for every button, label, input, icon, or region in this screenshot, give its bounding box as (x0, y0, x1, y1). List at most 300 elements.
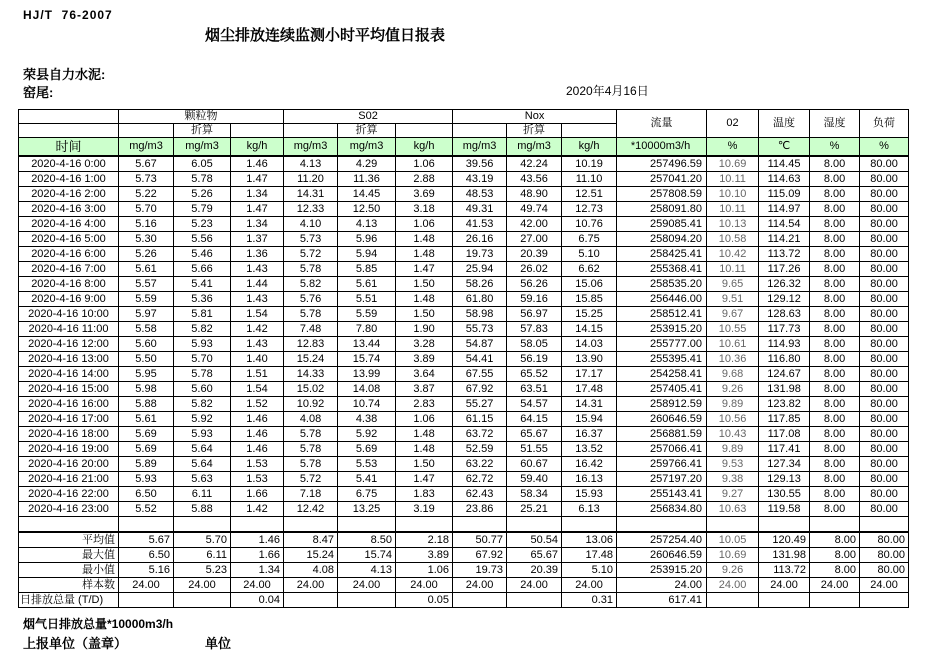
summary-value-cell: 24.00 (453, 578, 507, 593)
time-cell: 2020-4-16 14:00 (19, 367, 119, 382)
value-cell: 1.48 (396, 427, 453, 442)
summary-value-cell (759, 593, 810, 608)
time-cell: 2020-4-16 5:00 (19, 232, 119, 247)
summary-value-cell: 80.00 (860, 563, 909, 578)
value-cell: 80.00 (860, 247, 909, 262)
value-cell: 1.46 (231, 412, 284, 427)
summary-label-cell: 最大值 (19, 548, 119, 563)
value-cell: 9.68 (707, 367, 759, 382)
spacer-cell (19, 517, 119, 533)
value-cell: 117.85 (759, 412, 810, 427)
unit-cell: mg/m3 (453, 138, 507, 157)
value-cell: 126.32 (759, 277, 810, 292)
value-cell: 6.50 (119, 487, 174, 502)
value-cell: 1.06 (396, 156, 453, 172)
value-cell: 55.27 (453, 397, 507, 412)
value-cell: 3.89 (396, 352, 453, 367)
value-cell: 1.43 (231, 292, 284, 307)
value-cell: 48.90 (507, 187, 562, 202)
value-cell: 5.81 (174, 307, 231, 322)
value-cell: 114.45 (759, 156, 810, 172)
value-cell: 80.00 (860, 412, 909, 427)
value-cell: 9.27 (707, 487, 759, 502)
value-cell: 8.00 (810, 217, 860, 232)
summary-value-cell: 24.00 (119, 578, 174, 593)
value-cell: 3.19 (396, 502, 453, 517)
summary-value-cell (119, 593, 174, 608)
value-cell: 9.89 (707, 442, 759, 457)
time-cell: 2020-4-16 21:00 (19, 472, 119, 487)
summary-value-cell: 10.69 (707, 548, 759, 563)
value-cell: 15.93 (562, 487, 617, 502)
spacer-cell (119, 124, 174, 138)
value-cell: 80.00 (860, 156, 909, 172)
group-so2: S02 (284, 110, 453, 124)
value-cell: 8.00 (810, 487, 860, 502)
value-cell: 5.72 (284, 472, 338, 487)
value-cell: 80.00 (860, 397, 909, 412)
converted-label-pm: 折算 (174, 124, 231, 138)
spacer-cell (174, 517, 231, 533)
spacer-cell (396, 124, 453, 138)
table-row (19, 442, 909, 457)
summary-value-cell: 5.70 (174, 532, 231, 548)
value-cell: 5.52 (119, 502, 174, 517)
summary-value-cell (284, 593, 338, 608)
value-cell: 257496.59 (617, 156, 707, 172)
value-cell: 5.46 (174, 247, 231, 262)
value-cell: 80.00 (860, 307, 909, 322)
value-cell: 60.67 (507, 457, 562, 472)
value-cell: 5.88 (119, 397, 174, 412)
value-cell: 117.41 (759, 442, 810, 457)
value-cell: 12.51 (562, 187, 617, 202)
value-cell: 1.48 (396, 442, 453, 457)
value-cell: 80.00 (860, 277, 909, 292)
spacer-cell (759, 517, 810, 533)
value-cell: 1.46 (231, 427, 284, 442)
value-cell: 15.24 (284, 352, 338, 367)
value-cell: 25.21 (507, 502, 562, 517)
value-cell: 1.48 (396, 292, 453, 307)
value-cell: 80.00 (860, 472, 909, 487)
value-cell: 7.48 (284, 322, 338, 337)
time-cell: 2020-4-16 22:00 (19, 487, 119, 502)
value-cell: 10.61 (707, 337, 759, 352)
value-cell: 14.45 (338, 187, 396, 202)
value-cell: 130.55 (759, 487, 810, 502)
value-cell: 80.00 (860, 382, 909, 397)
value-cell: 5.51 (338, 292, 396, 307)
value-cell: 116.80 (759, 352, 810, 367)
value-cell: 5.92 (338, 427, 396, 442)
value-cell: 10.92 (284, 397, 338, 412)
summary-value-cell: 67.92 (453, 548, 507, 563)
value-cell: 5.61 (338, 277, 396, 292)
table-row (19, 217, 909, 232)
value-cell: 6.11 (174, 487, 231, 502)
value-cell: 56.26 (507, 277, 562, 292)
value-cell: 1.43 (231, 337, 284, 352)
reporting-unit-label: 上报单位（盖章） (23, 636, 128, 651)
value-cell: 8.00 (810, 397, 860, 412)
value-cell: 5.22 (119, 187, 174, 202)
value-cell: 61.15 (453, 412, 507, 427)
value-cell: 59.16 (507, 292, 562, 307)
value-cell: 1.83 (396, 487, 453, 502)
value-cell: 56.97 (507, 307, 562, 322)
value-cell: 12.73 (562, 202, 617, 217)
value-cell: 17.17 (562, 367, 617, 382)
value-cell: 5.82 (284, 277, 338, 292)
value-cell: 54.87 (453, 337, 507, 352)
value-cell: 10.13 (707, 217, 759, 232)
value-cell: 129.13 (759, 472, 810, 487)
summary-value-cell: 8.00 (810, 532, 860, 548)
unit-cell: mg/m3 (119, 138, 174, 157)
value-cell: 15.25 (562, 307, 617, 322)
value-cell: 258091.80 (617, 202, 707, 217)
summary-value-cell (810, 593, 860, 608)
summary-value-cell: 257254.40 (617, 532, 707, 548)
summary-label-cell: 样本数 (19, 578, 119, 593)
value-cell: 5.60 (174, 382, 231, 397)
value-cell: 6.75 (562, 232, 617, 247)
summary-value-cell: 65.67 (507, 548, 562, 563)
value-cell: 65.67 (507, 427, 562, 442)
table-row (19, 262, 909, 277)
value-cell: 80.00 (860, 457, 909, 472)
summary-row (19, 563, 909, 578)
value-cell: 8.00 (810, 232, 860, 247)
summary-value-cell: 260646.59 (617, 548, 707, 563)
value-cell: 1.47 (396, 472, 453, 487)
value-cell: 1.40 (231, 352, 284, 367)
value-cell: 80.00 (860, 172, 909, 187)
unit-cell: mg/m3 (338, 138, 396, 157)
summary-value-cell: 5.16 (119, 563, 174, 578)
summary-value-cell: 15.74 (338, 548, 396, 563)
unit-cell: mg/m3 (507, 138, 562, 157)
value-cell: 12.33 (284, 202, 338, 217)
value-cell: 124.67 (759, 367, 810, 382)
summary-value-cell: 80.00 (860, 548, 909, 563)
value-cell: 41.53 (453, 217, 507, 232)
value-cell: 9.51 (707, 292, 759, 307)
time-cell: 2020-4-16 16:00 (19, 397, 119, 412)
spacer-cell (707, 517, 759, 533)
spacer-cell (119, 517, 174, 533)
value-cell: 5.78 (284, 262, 338, 277)
time-cell: 2020-4-16 17:00 (19, 412, 119, 427)
value-cell: 16.37 (562, 427, 617, 442)
summary-value-cell: 24.00 (284, 578, 338, 593)
value-cell: 259085.41 (617, 217, 707, 232)
daily-total-row (19, 593, 909, 608)
value-cell: 16.42 (562, 457, 617, 472)
value-cell: 5.82 (174, 397, 231, 412)
converted-label-so2: 折算 (338, 124, 396, 138)
value-cell: 1.54 (231, 382, 284, 397)
value-cell: 13.90 (562, 352, 617, 367)
value-cell: 8.00 (810, 202, 860, 217)
value-cell: 1.53 (231, 472, 284, 487)
value-cell: 52.59 (453, 442, 507, 457)
value-cell: 5.78 (174, 172, 231, 187)
value-cell: 114.21 (759, 232, 810, 247)
summary-value-cell: 24.00 (617, 578, 707, 593)
value-cell: 80.00 (860, 427, 909, 442)
value-cell: 255777.00 (617, 337, 707, 352)
value-cell: 7.80 (338, 322, 396, 337)
value-cell: 80.00 (860, 187, 909, 202)
value-cell: 58.98 (453, 307, 507, 322)
value-cell: 54.41 (453, 352, 507, 367)
summary-value-cell: 20.39 (507, 563, 562, 578)
value-cell: 5.73 (284, 232, 338, 247)
value-cell: 1.06 (396, 217, 453, 232)
table-row (19, 187, 909, 202)
summary-value-cell: 1.06 (396, 563, 453, 578)
value-cell: 3.28 (396, 337, 453, 352)
value-cell: 49.31 (453, 202, 507, 217)
table-row (19, 502, 909, 517)
value-cell: 256446.00 (617, 292, 707, 307)
spacer-cell (810, 517, 860, 533)
summary-value-cell: 24.00 (810, 578, 860, 593)
value-cell: 8.00 (810, 367, 860, 382)
value-cell: 1.50 (396, 277, 453, 292)
value-cell: 58.05 (507, 337, 562, 352)
summary-label-cell: 平均值 (19, 532, 119, 548)
value-cell: 258912.59 (617, 397, 707, 412)
time-cell: 2020-4-16 2:00 (19, 187, 119, 202)
value-cell: 1.48 (396, 232, 453, 247)
value-cell: 8.00 (810, 427, 860, 442)
value-cell: 114.54 (759, 217, 810, 232)
spacer-cell (562, 517, 617, 533)
value-cell: 8.00 (810, 307, 860, 322)
value-cell: 6.62 (562, 262, 617, 277)
summary-value-cell: 0.04 (231, 593, 284, 608)
value-cell: 5.98 (119, 382, 174, 397)
summary-value-cell: 13.06 (562, 532, 617, 548)
value-cell: 80.00 (860, 367, 909, 382)
spacer-cell (231, 124, 284, 138)
time-cell: 2020-4-16 19:00 (19, 442, 119, 457)
value-cell: 55.73 (453, 322, 507, 337)
value-cell: 10.43 (707, 427, 759, 442)
value-cell: 1.06 (396, 412, 453, 427)
value-cell: 5.78 (284, 442, 338, 457)
value-cell: 1.47 (396, 262, 453, 277)
time-cell: 2020-4-16 23:00 (19, 502, 119, 517)
value-cell: 67.55 (453, 367, 507, 382)
value-cell: 1.44 (231, 277, 284, 292)
spacer-cell (860, 517, 909, 533)
summary-value-cell: 19.73 (453, 563, 507, 578)
time-cell: 2020-4-16 20:00 (19, 457, 119, 472)
summary-value-cell: 50.77 (453, 532, 507, 548)
value-cell: 5.85 (338, 262, 396, 277)
value-cell: 8.00 (810, 247, 860, 262)
value-cell: 67.92 (453, 382, 507, 397)
value-cell: 23.86 (453, 502, 507, 517)
value-cell: 9.26 (707, 382, 759, 397)
value-cell: 5.64 (174, 457, 231, 472)
value-cell: 8.00 (810, 172, 860, 187)
value-cell: 5.64 (174, 442, 231, 457)
value-cell: 9.89 (707, 397, 759, 412)
value-cell: 5.69 (119, 442, 174, 457)
value-cell: 42.24 (507, 156, 562, 172)
value-cell: 1.66 (231, 487, 284, 502)
value-cell: 5.69 (119, 427, 174, 442)
value-cell: 80.00 (860, 262, 909, 277)
value-cell: 80.00 (860, 352, 909, 367)
value-cell: 4.29 (338, 156, 396, 172)
table-row (19, 307, 909, 322)
value-cell: 13.25 (338, 502, 396, 517)
value-cell: 54.57 (507, 397, 562, 412)
value-cell: 6.13 (562, 502, 617, 517)
value-cell: 6.75 (338, 487, 396, 502)
summary-value-cell: 4.08 (284, 563, 338, 578)
unit-cell: % (860, 138, 909, 157)
value-cell: 5.23 (174, 217, 231, 232)
summary-value-cell: 24.00 (707, 578, 759, 593)
summary-value-cell: 5.23 (174, 563, 231, 578)
value-cell: 10.74 (338, 397, 396, 412)
value-cell: 43.56 (507, 172, 562, 187)
time-cell: 2020-4-16 0:00 (19, 156, 119, 172)
table-row (19, 156, 909, 172)
value-cell: 80.00 (860, 322, 909, 337)
value-cell: 4.10 (284, 217, 338, 232)
value-cell: 1.54 (231, 307, 284, 322)
value-cell: 15.94 (562, 412, 617, 427)
value-cell: 1.52 (231, 397, 284, 412)
value-cell: 114.63 (759, 172, 810, 187)
value-cell: 4.38 (338, 412, 396, 427)
value-cell: 258535.20 (617, 277, 707, 292)
summary-value-cell: 1.66 (231, 548, 284, 563)
value-cell: 58.26 (453, 277, 507, 292)
value-cell: 1.47 (231, 172, 284, 187)
group-nox: Nox (453, 110, 617, 124)
value-cell: 13.99 (338, 367, 396, 382)
value-cell: 15.06 (562, 277, 617, 292)
value-cell: 5.78 (284, 427, 338, 442)
value-cell: 8.00 (810, 322, 860, 337)
value-cell: 1.34 (231, 187, 284, 202)
value-cell: 258425.41 (617, 247, 707, 262)
time-cell: 2020-4-16 6:00 (19, 247, 119, 262)
value-cell: 10.10 (707, 187, 759, 202)
value-cell: 10.36 (707, 352, 759, 367)
value-cell: 4.08 (284, 412, 338, 427)
time-header-spacer (19, 110, 119, 124)
value-cell: 117.08 (759, 427, 810, 442)
value-cell: 8.00 (810, 442, 860, 457)
value-cell: 9.53 (707, 457, 759, 472)
spacer-cell (453, 124, 507, 138)
value-cell: 8.00 (810, 337, 860, 352)
value-cell: 257405.41 (617, 382, 707, 397)
time-cell: 2020-4-16 9:00 (19, 292, 119, 307)
value-cell: 128.63 (759, 307, 810, 322)
unit-cell: % (810, 138, 860, 157)
value-cell: 5.66 (174, 262, 231, 277)
value-cell: 1.36 (231, 247, 284, 262)
summary-value-cell: 1.34 (231, 563, 284, 578)
table-row (19, 472, 909, 487)
value-cell: 19.73 (453, 247, 507, 262)
value-cell: 10.69 (707, 156, 759, 172)
value-cell: 113.72 (759, 247, 810, 262)
value-cell: 13.44 (338, 337, 396, 352)
value-cell: 5.96 (338, 232, 396, 247)
value-cell: 258512.41 (617, 307, 707, 322)
page-title: 烟尘排放连续监测小时平均值日报表 (205, 27, 446, 44)
value-cell: 10.11 (707, 202, 759, 217)
summary-value-cell: 6.11 (174, 548, 231, 563)
table-row (19, 337, 909, 352)
value-cell: 1.37 (231, 232, 284, 247)
value-cell: 8.00 (810, 277, 860, 292)
summary-value-cell: 10.05 (707, 532, 759, 548)
spacer-cell (19, 124, 119, 138)
time-column-header: 时间 (19, 138, 119, 157)
value-cell: 253915.20 (617, 322, 707, 337)
value-cell: 5.93 (174, 427, 231, 442)
value-cell: 12.83 (284, 337, 338, 352)
value-cell: 3.18 (396, 202, 453, 217)
value-cell: 117.73 (759, 322, 810, 337)
value-cell: 1.42 (231, 322, 284, 337)
time-cell: 2020-4-16 4:00 (19, 217, 119, 232)
summary-value-cell: 5.67 (119, 532, 174, 548)
value-cell: 5.95 (119, 367, 174, 382)
value-cell: 14.03 (562, 337, 617, 352)
value-cell: 8.00 (810, 352, 860, 367)
summary-value-cell (174, 593, 231, 608)
summary-value-cell: 8.50 (338, 532, 396, 548)
table-row (19, 202, 909, 217)
table-row (19, 367, 909, 382)
spacer-cell (617, 517, 707, 533)
spacer-cell (231, 517, 284, 533)
value-cell: 256881.59 (617, 427, 707, 442)
value-cell: 129.12 (759, 292, 810, 307)
value-cell: 5.70 (174, 352, 231, 367)
spacer-cell (562, 124, 617, 138)
value-cell: 27.00 (507, 232, 562, 247)
time-cell: 2020-4-16 15:00 (19, 382, 119, 397)
value-cell: 9.67 (707, 307, 759, 322)
unit-cell: ℃ (759, 138, 810, 157)
spacer-cell (284, 124, 338, 138)
unit-cell: mg/m3 (174, 138, 231, 157)
summary-row (19, 548, 909, 563)
value-cell: 7.18 (284, 487, 338, 502)
value-cell: 5.88 (174, 502, 231, 517)
summary-value-cell (707, 593, 759, 608)
value-cell: 1.50 (396, 307, 453, 322)
value-cell: 11.20 (284, 172, 338, 187)
summary-value-cell: 4.13 (338, 563, 396, 578)
summary-value-cell: 1.46 (231, 532, 284, 548)
